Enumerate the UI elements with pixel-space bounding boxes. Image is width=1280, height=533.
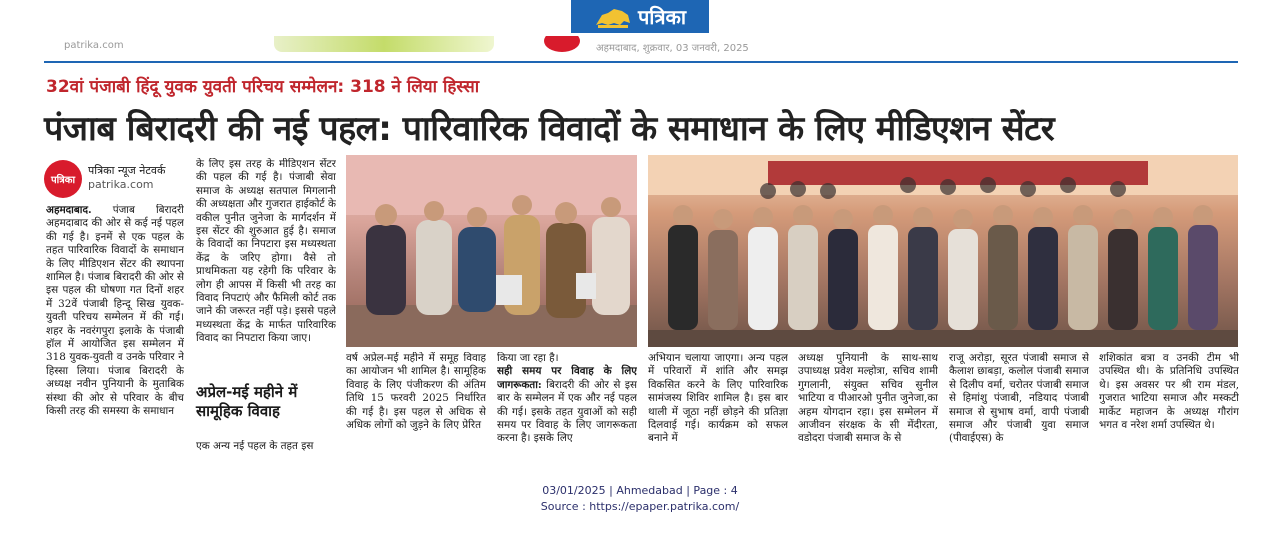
byline-logo-icon: पत्रिका [44,160,82,198]
event-photo-audience[interactable] [346,155,637,347]
header-rule [44,61,1238,63]
article-headline: पंजाब बिरादरी की नई पहल: पारिवारिक विवादों के समाधान के लिए मीडिएशन सेंटर [44,109,1055,149]
article-column-4 [497,352,637,462]
article-column-6: अध्यक्ष पुनियानी के साथ-साथ उपाध्यक्ष प्रवेश मल्होत्रा, सचिव शामी गुगलानी, संयुक्त सचिव सुनील भाटिया व पीआरओ पुनीत जुनेजा,का अहम योगदान रहा। इस सम्मेलन में आजीवन संरक्षक के सी मेंदीरता, वडोदरा पंजाबी समाज के से [798,352,938,445]
article-column-7: राजू अरोड़ा, सूरत पंजाबी समाज से कैलाश छाबड़ा, कलोल पंजाबी समाज से दिलीप वर्मा, चरोतर पंजाबी समाज से हिमांशु पंजाबी, नडियाद पंजाबी समाज से सुभाष वर्मा, वापी पंजाबी समाज और पंजाबी युवा समाज (पीवाईएस) के [949,352,1089,445]
strip-banner-graphic [274,36,494,52]
column-4-text: किया जा रहा है। [497,352,559,364]
article-column-5: अभियान चलाया जाएगा। अन्य पहल में परिवारों में शांति और समझ विकसित करने के लिए पारिवारिक सामंजस्य शिविर शामिल है। इस बार थाली में जूठा नहीं छोड़ने की प्रतिज्ञा दिलवाई गई। कार्यक्रम को सफल बनाने में [648,352,788,445]
top-strip [44,36,1238,58]
lion-emblem-icon [594,5,632,29]
patrika-logo[interactable] [571,0,709,33]
group-illustration [648,155,1238,347]
byline-site: patrika.com [88,178,154,191]
dateline: अहमदाबाद. [46,204,92,216]
subhead-awareness: सही समय पर विवाह के लिए जागरूकता: [497,365,637,391]
strip-date-text: अहमदाबाद, शुक्रवार, 03 जनवरी, 2025 [596,43,749,54]
article-column-8: शशिकांत बत्रा व उनकी टीम भी उपस्थित थी। के प्रतिनिधि उपस्थित थे। इस अवसर पर श्री राम मंडल, गुजरात भाटिया समाज और मस्कटी मार्केट महाजन के अध्यक्ष गौरांग भगत व नरेश शर्मा उपस्थित थे। [1099,352,1239,432]
event-photo-group[interactable] [648,155,1238,347]
audience-illustration [346,155,637,347]
strip-red-logo-icon [544,36,580,52]
footer-source-link[interactable]: Source : https://epaper.patrika.com/ [540,500,740,513]
column-4-text-b: बिरादरी की ओर से इस बार के सम्मेलन में एक और नई पहल की गई। इसके तहत युवाओं को सही समय पर विवाह के लिए जागरूकता करना है। इसके लिए [497,378,637,445]
article-column-1 [46,204,184,462]
article-column-2-continued: एक अन्य नई पहल के तहत इस [196,440,314,452]
article-column-3: वर्ष अप्रेल-मई महीने में समूह विवाह का आयोजन भी शामिल है। सामूहिक विवाह के लिए पंजीकरण की अंतिम तिथि 15 फरवरी 2025 निर्धारित की गई है। इस पहल से अधिक से अधिक लोगों को जुड़ने के लिए प्रेरित [346,352,486,432]
column-1-text: पंजाब बिरादरी अहमदाबाद की ओर से कई नई पहल की गई है। इनमें से एक पहल के तहत पारिवारिक विवादों के समाधान के लिए मीडिएशन सेंटर की स्थापना शामिल है। पंजाब बिरादरी की ओर से इस पहल की घोषणा गत दिनों शहर में 32वें पंजाबी हिन्दू सिख युवक-युवती परिचय सम्मेलन में की गई। शहर के नवरंगपुरा इलाके के पंजाबी हॉल में आयोजित इस सम्मेलन में 318 युवक-युवती व उनके परिवार ने हिस्सा लिया। पंजाब बिरादरी के अध्यक्ष नवीन पुनियानी के मुताबिक संस्था की ओर से परिवार के बीच किसी तरह की समस्या के समाधान [46,204,184,418]
logo-text: पत्रिका [637,5,687,29]
footer-edition-info: 03/01/2025 | Ahmedabad | Page : 4 [542,484,738,497]
subhead-mass-wedding: अप्रेल-मई महीने में सामूहिक विवाह [196,383,298,420]
strip-site-text: patrika.com [64,40,124,51]
article-column-2: के लिए इस तरह के मीडिएशन सेंटर की पहल की गई है। पंजाबी सेवा समाज के अध्यक्ष सतपाल मिगलानी की अध्यक्षता और गुजरात हाईकोर्ट के वकील पुनीत जुनेजा के मार्गदर्शन में इस सेंटर की शुरुआत हुई है। समाज के विवादों का निपटारा इस मध्यस्थता केंद्र के जरिए होगा। वैसे तो प्राथमिकता यह रहेगी कि परिवार के लोग ही आपस में किसी भी तरह का विवाद निपटाएं और फैमिली कोर्ट तक जाने की जरूरत नहीं पड़े। इससे पहले मध्यस्थता केंद्र के मार्फत पारिवारिक विवाद का निपटारा किया जाए। [196,158,336,345]
byline-network: पत्रिका न्यूज नेटवर्क [88,164,166,177]
article-kicker: 32वां पंजाबी हिंदू युवक युवती परिचय सम्मेलन: 318 ने लिया हिस्सा [46,77,480,97]
